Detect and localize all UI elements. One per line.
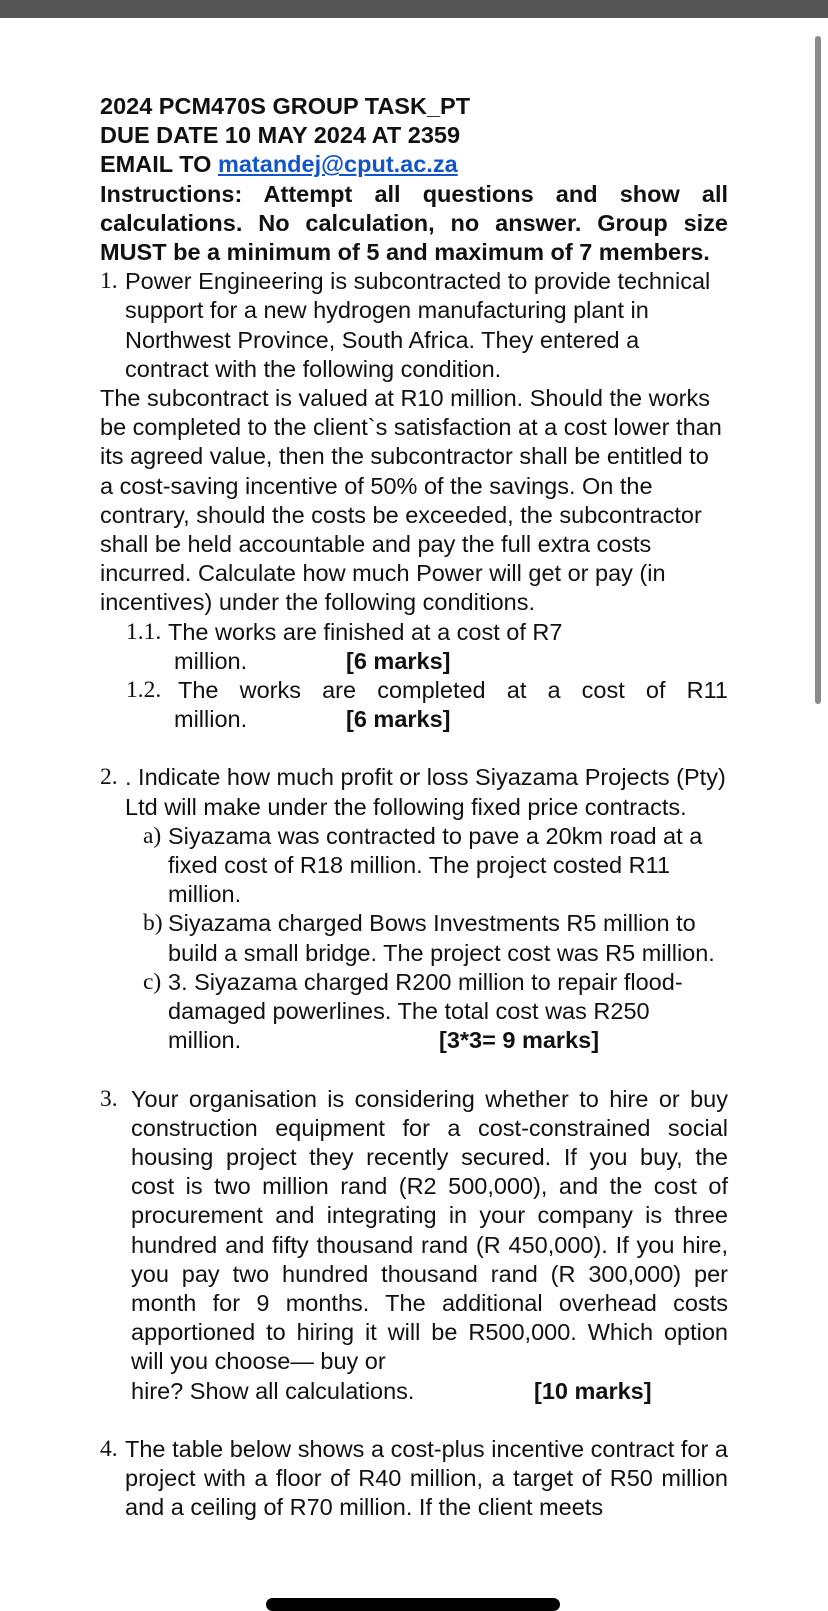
part-number: 1.2. <box>126 677 162 704</box>
question-3 <box>100 1085 728 1406</box>
marks: [3*3= 9 marks] <box>439 1027 600 1054</box>
document-title: 2024 PCM470S GROUP TASK_PT <box>100 93 471 119</box>
question-3-text-cont: hire? Show all calculations. <box>131 1377 415 1404</box>
question-2-intro: . Indicate how much profit or loss Siyazama Projects (Pty) Ltd will make under the following fixed price contracts. <box>125 764 726 820</box>
part-number: b) <box>143 910 163 937</box>
email-line <box>100 150 728 179</box>
question-1-part-1 <box>100 618 728 676</box>
due-date: DUE DATE 10 MAY 2024 AT 2359 <box>100 122 461 149</box>
question-4 <box>100 1435 728 1523</box>
part-text: The works are completed at a cost of R11 <box>178 677 728 704</box>
question-4-text: The table below shows a cost-plus incentive contract for a project with a floor of R40 million, a target of R50 million and a ceiling of R70 million. If the client meets <box>125 1435 728 1521</box>
marks: [6 marks] <box>346 706 451 733</box>
document-page <box>100 92 728 1522</box>
part-text: The works are finished at a cost of R7 <box>168 618 563 645</box>
question-number: 3. <box>100 1085 118 1112</box>
question-2-part-a <box>100 822 728 910</box>
part-number: a) <box>143 822 162 849</box>
part-number: 1.1. <box>126 618 162 645</box>
question-3-text: Your organisation is considering whether to hire or buy construction equipment for a cost-constrained social housing project they recently secured. If you buy, the cost is two million rand (R2 500,000), and the cost of procurement and integrating in your company is three hundred and fifty thousand rand (R 450,000). If you hire, you pay two hundred thousand rand (R 300,000) per month for 9 months. The additional overhead costs apportioned to hiring it will be R500,000. Which option will you choose— buy or <box>131 1085 728 1375</box>
email-link[interactable]: matandej@cput.ac.za <box>217 151 458 178</box>
part-number: c) <box>143 968 162 995</box>
instructions: Instructions: Attempt all questions and show all calculations. No calculation, no answer. Group size MUST be a minimum of 5 and maximum of 7 members. <box>100 180 728 266</box>
question-1 <box>100 267 728 384</box>
marks: [10 marks] <box>534 1377 652 1404</box>
email-prefix: EMAIL TO <box>100 151 218 178</box>
part-text: Siyazama charged Bows Investments R5 million to build a small bridge. The project cost was R5 million. <box>168 910 715 966</box>
marks: [6 marks] <box>346 647 451 674</box>
scrollbar[interactable] <box>815 36 821 704</box>
part-text-cont: million. <box>174 647 248 674</box>
question-1-body: The subcontract is valued at R10 million. Should the works be completed to the client`s satisfaction at a cost lower than its agreed value, then the subcontractor shall be entitled to a cost-saving incentive of 50% of the savings. On the contrary, should the costs be exceeded, the subcontractor shall be held accountable and pay the full extra costs incurred. Calculate how much Power will get or pay (in incentives) under the following conditions. <box>100 385 722 616</box>
question-number: 4. <box>100 1435 118 1462</box>
part-text-cont: million. <box>168 1027 242 1054</box>
part-text: Siyazama was contracted to pave a 20km road at a fixed cost of R18 million. The project costed R11 million. <box>168 822 703 908</box>
question-number: 1. <box>100 268 118 295</box>
part-text-cont: million. <box>174 706 248 733</box>
question-1-part-2 <box>100 676 728 734</box>
home-indicator[interactable] <box>266 1598 560 1611</box>
question-2 <box>100 763 728 821</box>
part-text: 3. Siyazama charged R200 million to repair flood-damaged powerlines. The total cost was R250 <box>168 968 683 1025</box>
question-2-part-b <box>100 909 728 967</box>
question-2-part-c <box>100 968 728 1056</box>
top-status-bar <box>0 0 828 18</box>
question-number: 2. <box>100 764 118 791</box>
question-1-intro: Power Engineering is subcontracted to provide technical support for a new hydrogen manufacturing plant in Northwest Province, South Africa. They entered a contract with the following condition. <box>125 268 711 382</box>
